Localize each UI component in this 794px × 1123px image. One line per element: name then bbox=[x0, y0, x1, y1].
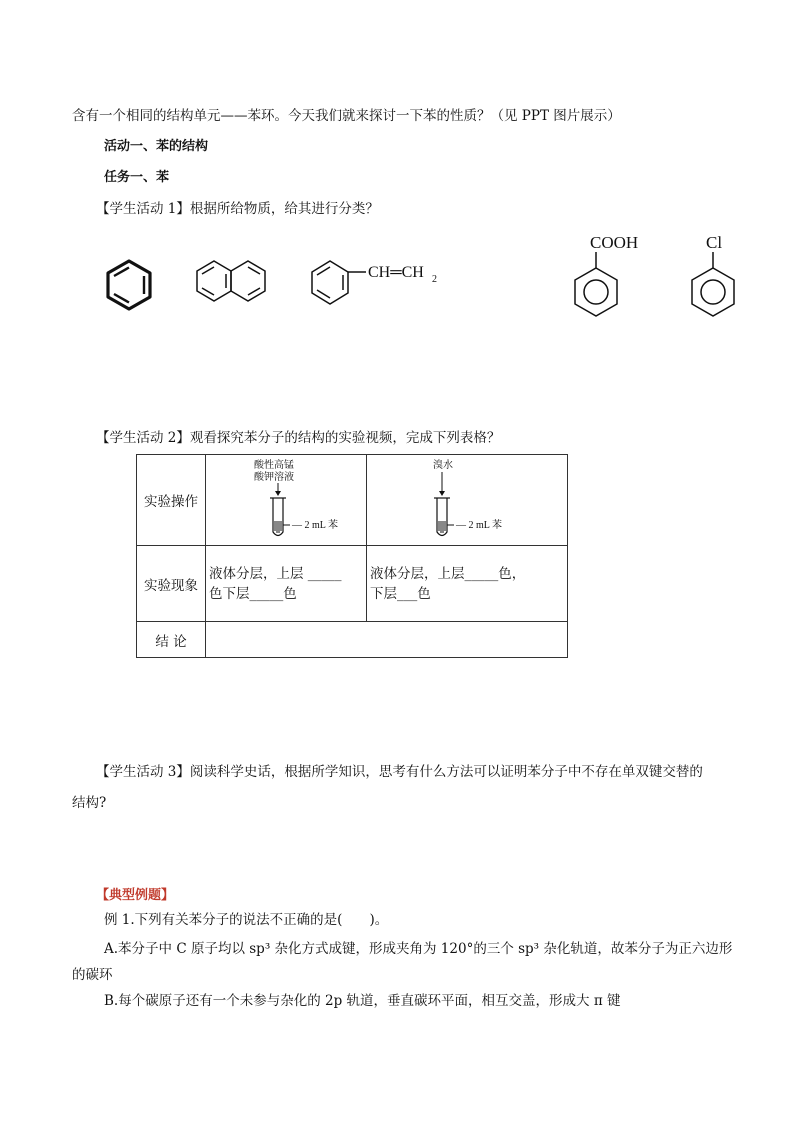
student-activity-3-line2: 结构? bbox=[72, 795, 107, 811]
experiment-table bbox=[136, 454, 568, 658]
example-heading: 【典型例题】 bbox=[96, 888, 175, 903]
reagent-left-line2: 酸钾溶液 bbox=[254, 472, 294, 483]
phenomenon-cell-right bbox=[367, 546, 568, 622]
benzoic-acid-label: COOH bbox=[590, 233, 639, 252]
table-row-phenomenon bbox=[137, 546, 568, 622]
obs-left-line1: 液体分层，上层 _____ bbox=[209, 565, 342, 582]
naphthalene-structure bbox=[197, 261, 265, 301]
obs-left-line2: 色下层_____色 bbox=[209, 585, 297, 602]
molecule-structures bbox=[90, 225, 760, 320]
student-activity-1: 【学生活动 1】根据所给物质，给其进行分类？ bbox=[96, 201, 379, 217]
row-head-phenomenon: 实验现象 bbox=[137, 546, 206, 622]
test-tube-diagram-left bbox=[206, 455, 366, 541]
option-b: B.每个碳原子还有一个未参与杂化的 2p 轨道，垂直碳环平面，相互交盖，形成大 π 键 bbox=[104, 993, 621, 1009]
phenomenon-cell-left bbox=[206, 546, 367, 622]
option-a-line1: A.苯分子中 C 原子均以 sp³ 杂化方式成键，形成夹角为 120°的三个 sp³ 杂化轨道，故苯分子为正六边形 bbox=[104, 941, 733, 957]
obs-right-line1: 液体分层，上层_____色， bbox=[370, 565, 526, 582]
example-1-question: 例 1.下列有关苯分子的说法不正确的是( )。 bbox=[104, 912, 389, 928]
reagent-right: 溴水 bbox=[433, 460, 453, 471]
tube-label-left: — 2 mL 苯 bbox=[292, 520, 339, 531]
styrene-group-label: CH═CH bbox=[368, 264, 424, 281]
benzene-structure bbox=[108, 261, 150, 309]
test-tube-icon bbox=[270, 498, 290, 536]
obs-right-line2: 下层___色 bbox=[370, 585, 431, 602]
conclusion-cell bbox=[206, 622, 568, 658]
chlorobenzene-label: Cl bbox=[706, 233, 723, 252]
row-head-conclusion: 结 论 bbox=[137, 622, 206, 658]
test-tube-diagram-right bbox=[367, 455, 567, 541]
reagent-left-line1: 酸性高锰 bbox=[254, 460, 294, 471]
benzoic-acid-structure bbox=[575, 252, 617, 316]
tube-label-right: — 2 mL 苯 bbox=[456, 520, 503, 531]
table-row-conclusion bbox=[137, 622, 568, 658]
row-head-operation: 实验操作 bbox=[137, 455, 206, 546]
table-row-operation bbox=[137, 455, 568, 546]
intro-line: 含有一个相同的结构单元——苯环。今天我们就来探讨一下苯的性质？（见 PPT 图片展示） bbox=[72, 108, 621, 124]
option-a-line2: 的碳环 bbox=[72, 967, 113, 983]
chlorobenzene-structure bbox=[692, 252, 734, 316]
operation-cell-right bbox=[367, 455, 568, 546]
styrene-structure bbox=[312, 261, 366, 304]
task-heading: 任务一、苯 bbox=[104, 170, 170, 185]
operation-cell-left bbox=[206, 455, 367, 546]
activity-heading: 活动一、苯的结构 bbox=[104, 139, 209, 154]
student-activity-3-line1: 【学生活动 3】阅读科学史话，根据所学知识，思考有什么方法可以证明苯分子中不存在单双键交替的 bbox=[96, 764, 703, 780]
styrene-subscript: 2 bbox=[432, 274, 437, 285]
test-tube-icon bbox=[434, 498, 454, 536]
student-activity-2: 【学生活动 2】观看探究苯分子的结构的实验视频，完成下列表格？ bbox=[96, 430, 501, 446]
